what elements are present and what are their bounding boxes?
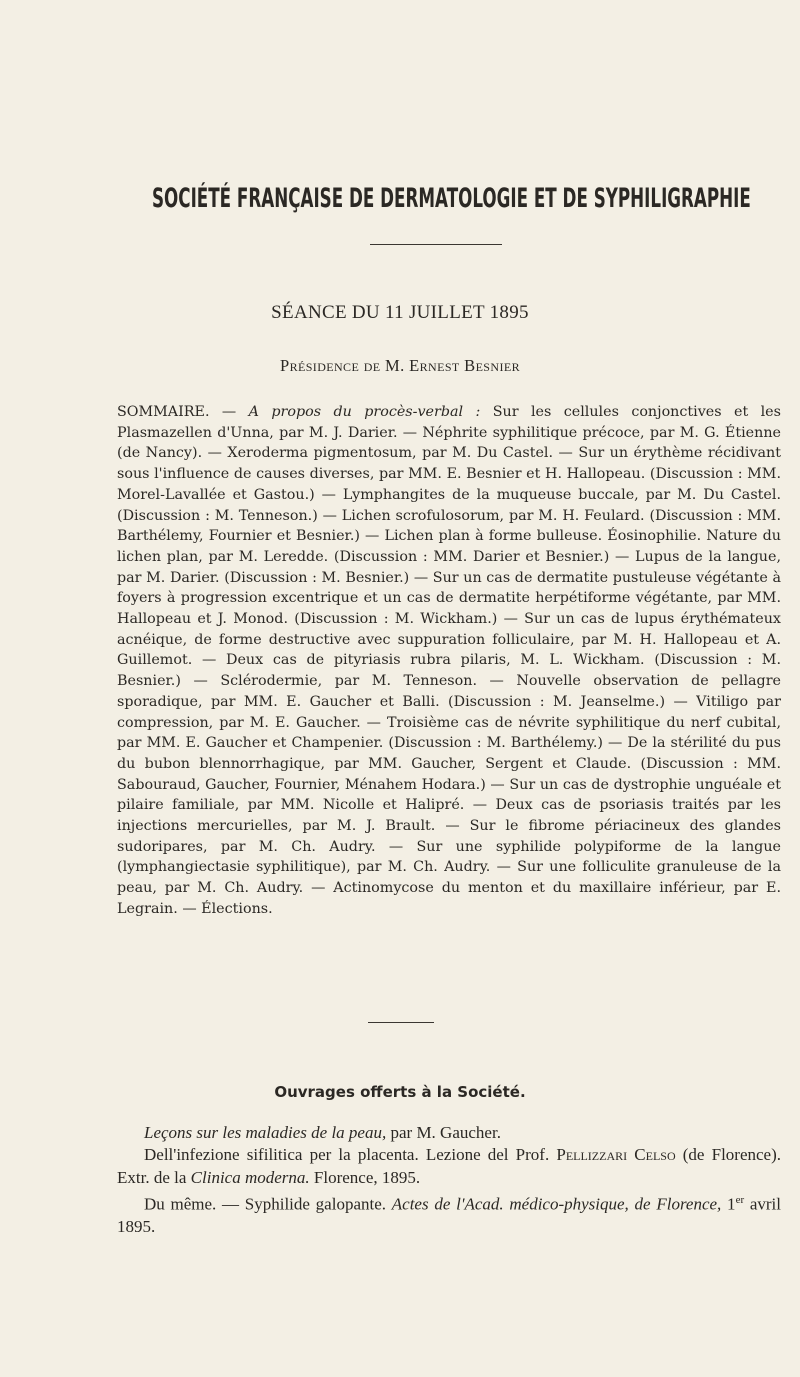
list-item [117, 1144, 781, 1189]
work-date: 1 [721, 1194, 736, 1214]
session-date-heading: SÉANCE DU 11 JUILLET 1895 [271, 302, 529, 323]
summary-paragraph [117, 402, 781, 920]
presidency-line: Présidence de M. Ernest Besnier [280, 356, 520, 375]
society-title: SOCIÉTÉ FRANÇAISE DE DERMATOLOGIE ET DE SYPHILIGRAPHIE [152, 183, 751, 214]
work-title: Dell'infezione sifilitica per la placenta. Lezione del Prof. [144, 1145, 557, 1165]
summary-body: Sur les cellules conjonctives et les Plasmazellen d'Unna, par M. J. Darier. — Néphrite syphilitique précoce, par M. G. Étienne (de Nancy). — Xeroderma pigmentosum, par M. Du Castel. — Sur un érythème récidivant sous l'influence de causes diverses, par MM. E. Besnier et H. Hallopeau. (Discussion : MM. Morel-Lavallée et Gastou.) — Lymphangites de la muqueuse buccale, par M. Du Castel. (Discussion : M. Tenneson.) — Lichen scrofulosorum, par M. H. Feulard. (Discussion : MM. Barthélemy, Fournier et Besnier.) — Lichen plan à forme bulleuse. Éosinophilie. Nature du lichen plan, par M. Leredde. (Discussion : MM. Darier et Besnier.) — Lupus de la langue, par M. Darier. (Discussion : M. Besnier.) — Sur un cas de dermatite pustuleuse végétante à foyers à progression excentrique et un cas de dermatite herpétiforme végétante, par MM. Hallopeau et J. Monod. (Discussion : M. Wickham.) — Sur un cas de lupus érythémateux acnéique, de forme destructive avec suppuration folliculaire, par M. H. Hallopeau et A. Guillemot. — Deux cas de pityriasis rubra pilaris, M. L. Wickham. (Discussion : M. Besnier.) — Sclérodermie, par M. Tenneson. — Nouvelle observation de pellagre sporadique, par MM. E. Gaucher et Balli. (Discussion : M. Jeanselme.) — Vitiligo par compression, par M. E. Gaucher. — Troisième cas de névrite syphilitique du nerf cubital, par MM. E. Gaucher et Champenier. (Discussion : M. Barthélemy.) — De la stérilité du pus du bubon blennorrhagique, par MM. Gaucher, Sergent et Claude. (Discussion : MM. Sabouraud, Gaucher, Fournier, Ménahem Hodara.) — Sur un cas de dystrophie unguéale et pilaire familiale, par MM. Nicolle et Halipré. — Deux cas de psoriasis traités par les injections mercurielles, par M. J. Brault. — Sur le fibrome périacineux des glandes sudoripares, par M. Ch. Audry. — Sur une syphilide polypiforme de la langue (lymphangiectasie syphilitique), par M. Ch. Audry. — Sur une folliculite granuleuse de la peau, par M. Ch. Audry. — Actinomycose du menton et du maxillaire inférieur, par E. Legrain. — Élections. [117, 404, 781, 917]
summary-lead: SOMMAIRE. — [117, 404, 249, 420]
work-origin: (de Florence). Extr. de la [117, 1145, 782, 1187]
works-offered-list [117, 1122, 781, 1238]
work-journal: Clinica moderna. [190, 1167, 310, 1187]
list-item [117, 1189, 781, 1238]
work-date-superscript: er [735, 1193, 745, 1206]
work-author: Pellizzari Celso [556, 1145, 676, 1165]
summary-lead-italic: A propos du procès-verbal : [248, 404, 481, 420]
work-author: par M. Gaucher. [386, 1123, 501, 1142]
title-divider [370, 244, 502, 245]
section-divider [368, 1022, 434, 1023]
work-date-rest: avril 1895. [117, 1194, 782, 1236]
works-offered-heading: Ouvrages offerts à la Société. [274, 1083, 526, 1101]
work-journal: Actes de l'Acad. médico-physique, de Florence, [391, 1194, 722, 1214]
work-date: Florence, 1895. [309, 1167, 421, 1187]
work-title: Leçons sur les maladies de la peau, [144, 1123, 387, 1142]
work-title: Du même. — Syphilide galopante. [144, 1194, 392, 1214]
list-item [117, 1122, 781, 1144]
